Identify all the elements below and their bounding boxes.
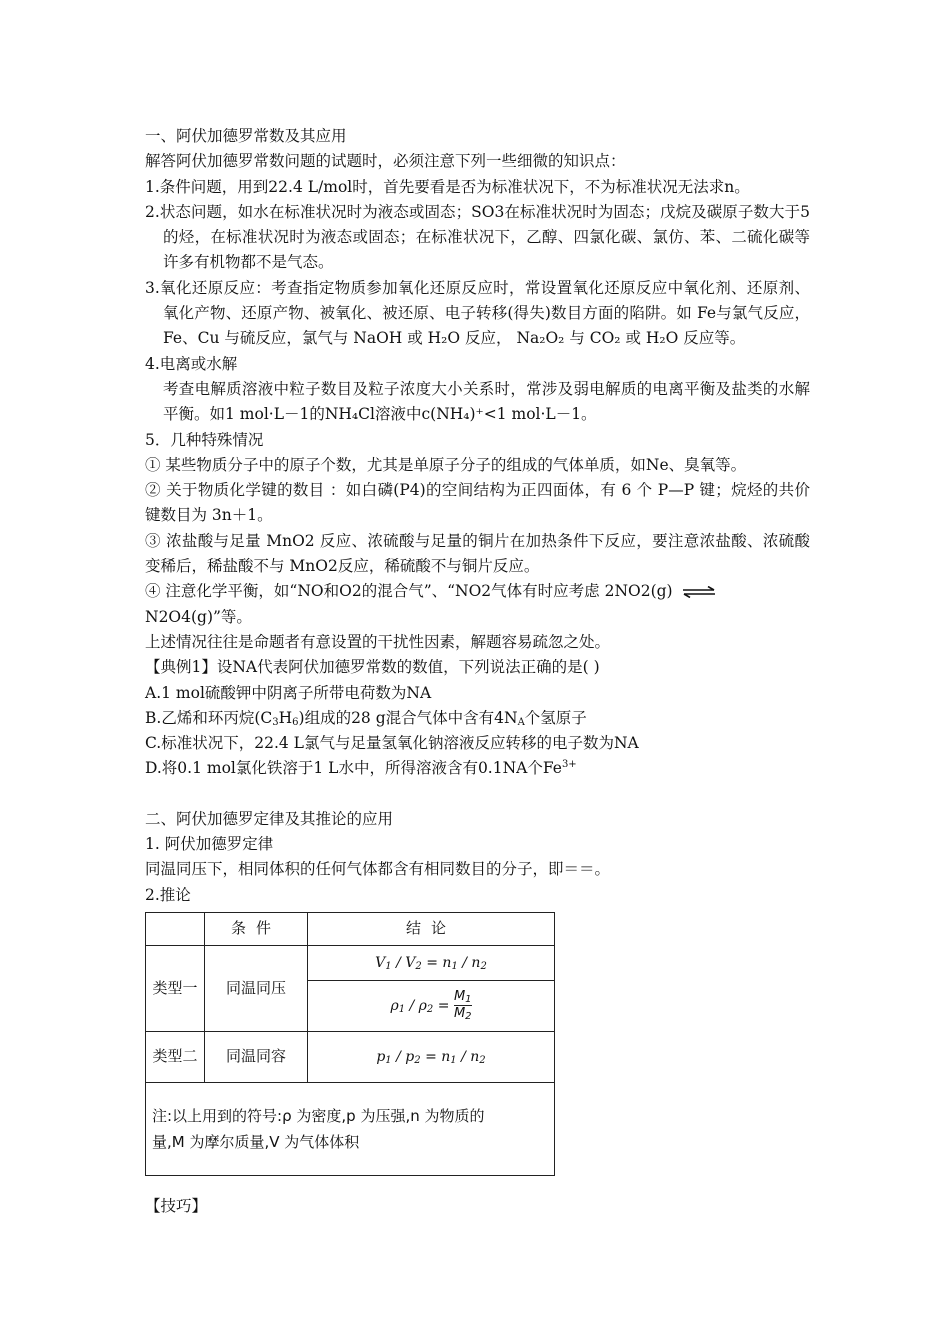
option-b-part: 个氢原子 (524, 708, 587, 727)
formula-density-ratio: $\rho_1 / \rho_2$ = $\frac{M_1}{M_2}$ (308, 980, 555, 1031)
point-3: 3.氧化还原反应：考查指定物质参加氧化还原反应时，常设置氧化还原反应中氧化剂、还原剂、氧化产物、还原产物、被氧化、被还原、电子转移(得失)数目方面的陷阱。如 Fe与氯气反应，Fe、Cu 与硫反应，氯气与 NaOH 或 H₂O 反应， Na₂O₂ 与 CO₂ 或 H₂O 反应等。 (145, 278, 810, 348)
type-one-label: 类型一 (146, 945, 205, 1031)
formula-volume-ratio: $V_1 / V_2 = n_1 / n_2$ (308, 945, 555, 980)
option-b-part: )组成的28 g混合气体中含有4N (298, 708, 518, 727)
point-4-body: 考查电解质溶液中粒子数目及粒子浓度大小关系时，常涉及弱电解质的电离平衡及盐类的水解平衡。如1 mol·L－1的NH₄Cl溶液中c(NH₄)⁺<1 mol·L－1。 (163, 379, 810, 424)
point-1: 1.条件问题，用到22.4 L/mol时，首先要看是否为标准状况下，不为标准状况无法求n。 (145, 177, 750, 196)
point-2: 2.状态问题，如水在标准状况时为液态或固态；SO3在标准状况时为固态；戊烷及碳原子数大于5的烃，在标准状况时为液态或固态；在标准状况下，乙醇、四氯化碳、氯仿、苯、二硫化碳等许多有机物都不是气态。 (145, 202, 810, 272)
section2-heading: 二、阿伏加德罗定律及其推论的应用 (145, 809, 394, 828)
point-4-title: 4.电离或水解 (145, 354, 238, 373)
option-d-text: D.将0.1 mol氯化铁溶于1 L水中，所得溶液含有0.1NA个Fe (145, 759, 562, 778)
equilibrium-arrow-icon (682, 586, 716, 598)
point-5-title: 5．几种特殊情况 (145, 430, 264, 449)
special-case-4-cont: N2O4(g)”等。 (145, 607, 252, 626)
inference-table (145, 912, 555, 1176)
table-note-line: 注:以上用到的符号:ρ 为密度,p 为压强,n 为物质的 (152, 1106, 485, 1125)
spacer (145, 782, 810, 807)
special-case-3: ③ 浓盐酸与足量 MnO2 反应、浓硫酸与足量的铜片在加热条件下反应，要注意浓盐酸、浓硫酸变稀后，稀盐酸不与 MnO2反应，稀硫酸不与铜片反应。 (145, 531, 810, 576)
law-text: 同温同压下，相同体积的任何气体都含有相同数目的分子，即＝＝。 (145, 860, 611, 879)
option-b-part: B.乙烯和环丙烷(C (145, 708, 273, 727)
tips-heading: 【技巧】 (145, 1196, 208, 1215)
section2-sub2: 2.推论 (145, 885, 191, 904)
spacer (145, 1176, 810, 1194)
table-header-condition: 条件 (205, 912, 308, 945)
summary-text: 上述情况往往是命题者有意设置的干扰性因素，解题容易疏忽之处。 (145, 632, 611, 651)
formula-pressure-ratio: $p_1 / p_2 = n_1 / n_2$ (308, 1031, 555, 1082)
option-b-sub: A (517, 716, 525, 728)
option-d-sup: 3+ (561, 759, 577, 771)
special-case-2: ② 关于物质化学键的数目 ：如白磷(P4)的空间结构为正四面体，有 6 个 P—P 键；烷烃的共价键数目为 3n＋1。 (145, 481, 810, 525)
type-two-condition: 同温同容 (205, 1031, 308, 1082)
table-note-line: 量,M 为摩尔质量,V 为气体体积 (152, 1132, 360, 1151)
special-case-4-text: ④ 注意化学平衡，如“NO和O2的混合气”、“NO2气体有时应考虑 2NO2(g) (145, 582, 673, 601)
option-a: A.1 mol硫酸钾中阴离子所带电荷数为NA (145, 683, 432, 702)
option-b-sub: 6 (292, 716, 299, 728)
example-title: 【典例1】设NA代表阿伏加德罗常数的数值，下列说法正确的是( ) (145, 658, 600, 677)
type-two-label: 类型二 (146, 1031, 205, 1082)
section2-sub1: 1. 阿伏加德罗定律 (145, 835, 274, 854)
option-b-sub: 3 (272, 716, 279, 728)
table-header-conclusion: 结论 (308, 912, 555, 945)
option-c: C.标准状况下，22.4 L氯气与足量氢氧化钠溶液反应转移的电子数为NA (145, 734, 639, 753)
option-b (145, 706, 810, 731)
special-case-4 (145, 579, 810, 604)
option-b-part: H (278, 708, 293, 727)
type-one-condition: 同温同压 (205, 945, 308, 1031)
special-case-1: ① 某些物质分子中的原子个数，尤其是单原子分子的组成的气体单质，如Ne、臭氧等。 (145, 455, 747, 474)
table-note (146, 1082, 555, 1175)
document-content (145, 124, 810, 1219)
table-corner-cell (146, 912, 205, 945)
section1-intro: 解答阿伏加德罗常数问题的试题时，必须注意下列一些细微的知识点： (145, 152, 626, 171)
option-d (145, 756, 810, 781)
section1-heading: 一、阿伏加德罗常数及其应用 (145, 127, 347, 145)
molar-mass-fraction: $\frac{M_1}{M_2}$ (453, 989, 472, 1023)
